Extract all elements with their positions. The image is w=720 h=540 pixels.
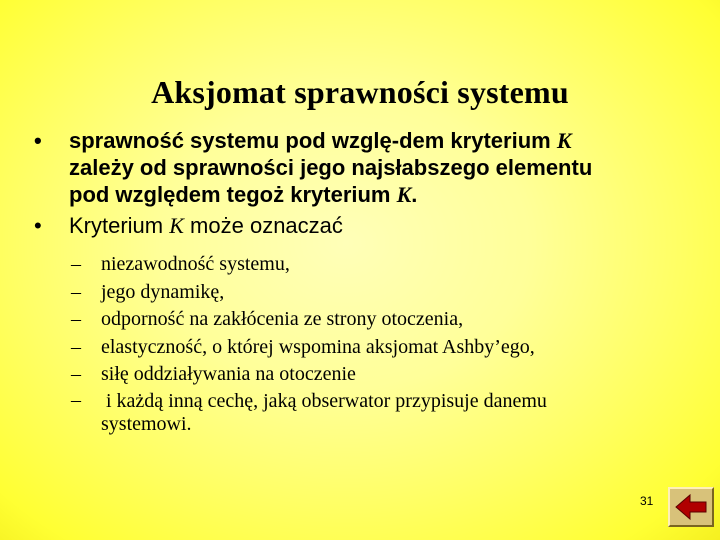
dash-marker: – <box>71 388 81 411</box>
sub-item: – siłę oddziaływania na otoczenie <box>68 361 668 389</box>
sub-item-list <box>68 251 668 436</box>
bullet-item <box>34 127 694 208</box>
sub-item: – jego dynamikę, <box>68 279 668 307</box>
bullet-marker: • <box>34 128 42 153</box>
variable-k: K <box>556 128 572 153</box>
variable-k: K <box>396 182 412 207</box>
sub-item: – odporność na zakłócenia ze strony otoczenia, <box>68 306 668 334</box>
dash-marker: – <box>71 335 81 358</box>
bullet-line: pod względem tegoż kryterium K. <box>69 182 418 207</box>
sub-item: – elastyczność, o której wspomina aksjomat Ashby’ego, <box>68 334 668 362</box>
sub-item: – i każdą inną cechę, jaką obserwator przypisuje danemu systemowi. <box>71 388 547 435</box>
slide-title: Aksjomat sprawności systemu <box>151 74 569 110</box>
dash-marker: – <box>71 280 81 303</box>
page-number: 31 <box>640 494 654 508</box>
bullet-list <box>34 127 694 239</box>
dash-marker: – <box>71 308 81 330</box>
dash-marker: – <box>71 363 81 385</box>
bullet-line: zależy od sprawności jego najsłabszego elementu <box>69 155 593 180</box>
back-button[interactable] <box>668 487 714 527</box>
bullet-line: sprawność systemu pod wzglę-dem kryterium K <box>69 128 572 153</box>
dash-marker: – <box>71 253 81 275</box>
back-arrow-icon <box>673 491 711 523</box>
bullet-item: • Kryterium K może oznaczać <box>34 213 343 238</box>
bullet-marker: • <box>34 213 42 238</box>
variable-k: K <box>169 213 184 238</box>
sub-item: – niezawodność systemu, <box>68 251 668 279</box>
